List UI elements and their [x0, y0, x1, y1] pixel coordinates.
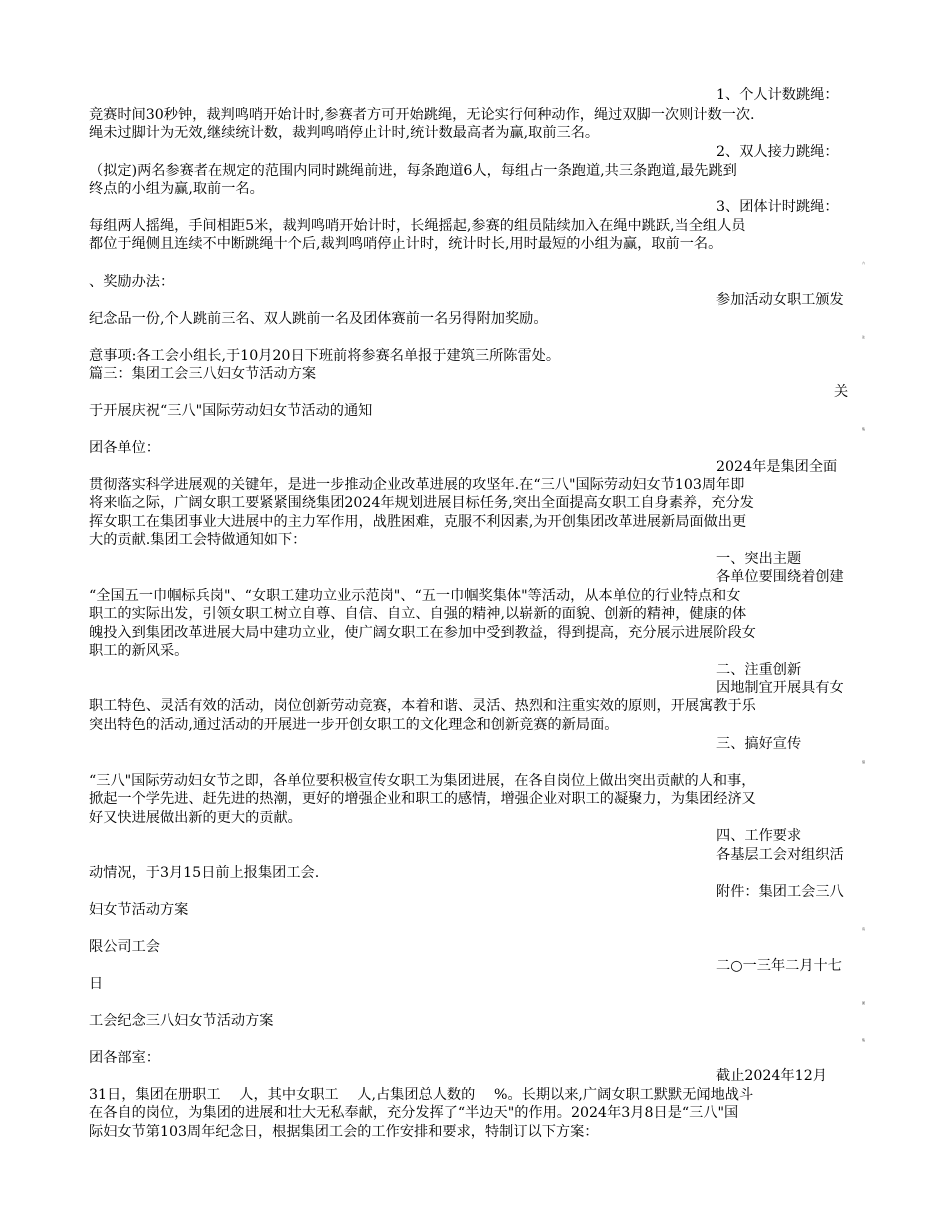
text-line: 日 [89, 976, 104, 992]
subheading: 三、搞好宣传 [716, 736, 802, 752]
subheading: 二、注重创新 [716, 662, 802, 678]
text-line: 31日，集团在册职工 人，其中女职工 人,占集团总人数的 %。长期以来,广阔女职工默默无闻地战斗 [89, 1087, 754, 1103]
text-line: 职工的实际出发，引领女职工树立自尊、自信、自立、自强的精神,以崭新的面貌、创新的精神，健康的体 [89, 606, 747, 622]
section-heading: 工会纪念三八妇女节活动方案 [89, 1013, 274, 1029]
text-line: 妇女节活动方案 [89, 902, 189, 918]
text-line: 因地制宜开展具有女 [716, 680, 844, 696]
text-line: 动情况，于3月15日前上报集团工会. [89, 865, 320, 881]
notice-title: 于开展庆祝“三八"国际劳动妇女节活动的通知 [89, 403, 373, 419]
text-line: 集 [862, 427, 866, 431]
text-line: 集 [862, 1038, 866, 1042]
text-line: 每组两人摇绳，手间相距5米，裁判鸣哨开始计时，长绳摇起,参赛的组员陆续加入在绳中跳跃,当全组人员 [89, 218, 746, 234]
text-line: 各单位要围绕着创建 [716, 569, 844, 585]
text-line: 终点的小组为赢,取前一名。 [89, 181, 264, 197]
text-line: 挥女职工在集团事业大进展中的主力军作用，战胜困难，克服不利因素,为开创集团改革进展新局面做出更 [89, 514, 747, 530]
text-line: 纪念品一份,个人跳前三名、双人跳前一名及团体赛前一名另得附加奖励。 [89, 311, 548, 327]
text-line: 掀起一个学先进、赶先进的热潮，更好的增强企业和职工的感情，增强企业对职工的凝聚力，为集团经济又 [89, 791, 756, 807]
text-line: 都位于绳侧且连续不中断跳绳十个后,裁判鸣哨停止计时，统计时长,用时最短的小组为赢，取前一名。 [89, 236, 723, 252]
text-line: 截止2024年12月 [716, 1068, 827, 1084]
text-line: 有 [862, 927, 866, 931]
text-line: 团 [862, 1001, 866, 1005]
text-line: 2、双人接力跳绳： [716, 144, 839, 160]
text-line: 参加活动女职工颁发 [716, 292, 844, 308]
text-line: 在各自的岗位，为集团的进展和壮大无私奉献，充分发挥了“半边天"的作用。2024年3月8日是“三八"国 [89, 1105, 739, 1121]
text-line: 团各单位： [89, 440, 160, 456]
text-line: 突出特色的活动,通过活动的开展进一步开创女职工的文化理念和创新竞赛的新局面。 [89, 717, 619, 733]
text-line: 限公司工会 [89, 939, 160, 955]
text-line: 将来临之际，广阔女职工要紧紧围绕集团2024年规划进展目标任务,突出全面提高女职工自身素养，充分发 [89, 495, 754, 511]
signature-date: 二○一三年二月十七 [716, 958, 842, 974]
section-heading: 篇三：集团工会三八妇女节活动方案 [89, 366, 317, 382]
text-line: 魄投入到集团改革进展大局中建功立业，使广阔女职工在参加中受到教益，得到提高，充分展示进展阶段女 [89, 625, 756, 641]
text-line: “三八"国际劳动妇女节之即，各单位要积极宣传女职工为集团进展，在各自岗位上做出突出贡献的人和事， [89, 773, 756, 789]
text-line: 职工特色、灵活有效的活动，岗位创新劳动竞赛，本着和谐、灵活、热烈和注重实效的原则，开展寓教于乐 [89, 698, 756, 714]
text-line: 团各部室： [89, 1050, 160, 1066]
subheading: 四、工作要求 [716, 828, 802, 844]
text-line: 六 [862, 261, 866, 265]
text-line: 关 [834, 384, 849, 400]
text-line: 3、团体计时跳绳： [716, 199, 839, 215]
text-line: 竞赛时间30秒钟，裁判鸣哨开始计时,参赛者方可开始跳绳，无论实行何种动作，绳过双脚一次则计数一次. [89, 107, 755, 123]
text-line: 附件：集团工会三八 [716, 884, 844, 900]
text-line: 职工的新风采。 [89, 643, 189, 659]
text-line: 好又快进展做出新的更大的贡献。 [89, 810, 302, 826]
text-line: 大的贡献.集团工会特做通知如下： [89, 532, 307, 548]
text-line: 、奖励办法： [89, 274, 175, 290]
text-line: 注 [862, 335, 866, 339]
text-line: “全国五一巾帼标兵岗"、“女职工建功立业示范岗"、“五一巾帼奖集体"等活动，从本单位的行业特点和女 [89, 588, 741, 604]
text-line: 各基层工会对组织活 [716, 847, 844, 863]
text-line: 借 [862, 760, 866, 764]
text-line: 2024年是集团全面 [716, 459, 838, 475]
text-line: 贯彻落实科学进展观的关键年，是进一步推动企业改革进展的攻坚年.在“三八"国际劳动妇女节103周年即 [89, 477, 745, 493]
text-line: 绳未过脚计为无效,继续统计数，裁判鸣哨停止计时,统计数最高者为赢,取前三名。 [89, 125, 600, 141]
subheading: 一、突出主题 [716, 551, 802, 567]
text-line: 意事项:各工会小组长,于10月20日下班前将参赛名单报于建筑三所陈雷处。 [89, 348, 561, 364]
text-line: 1、个人计数跳绳： [716, 87, 839, 103]
text-line: （拟定)两名参赛者在规定的范围内同时跳绳前进，每条跑道6人，每组占一条跑道,共三条跑道,最先跳到 [89, 163, 737, 179]
text-line: 际妇女节第103周年纪念日，根据集团工会的工作安排和要求，特制订以下方案： [89, 1124, 599, 1140]
